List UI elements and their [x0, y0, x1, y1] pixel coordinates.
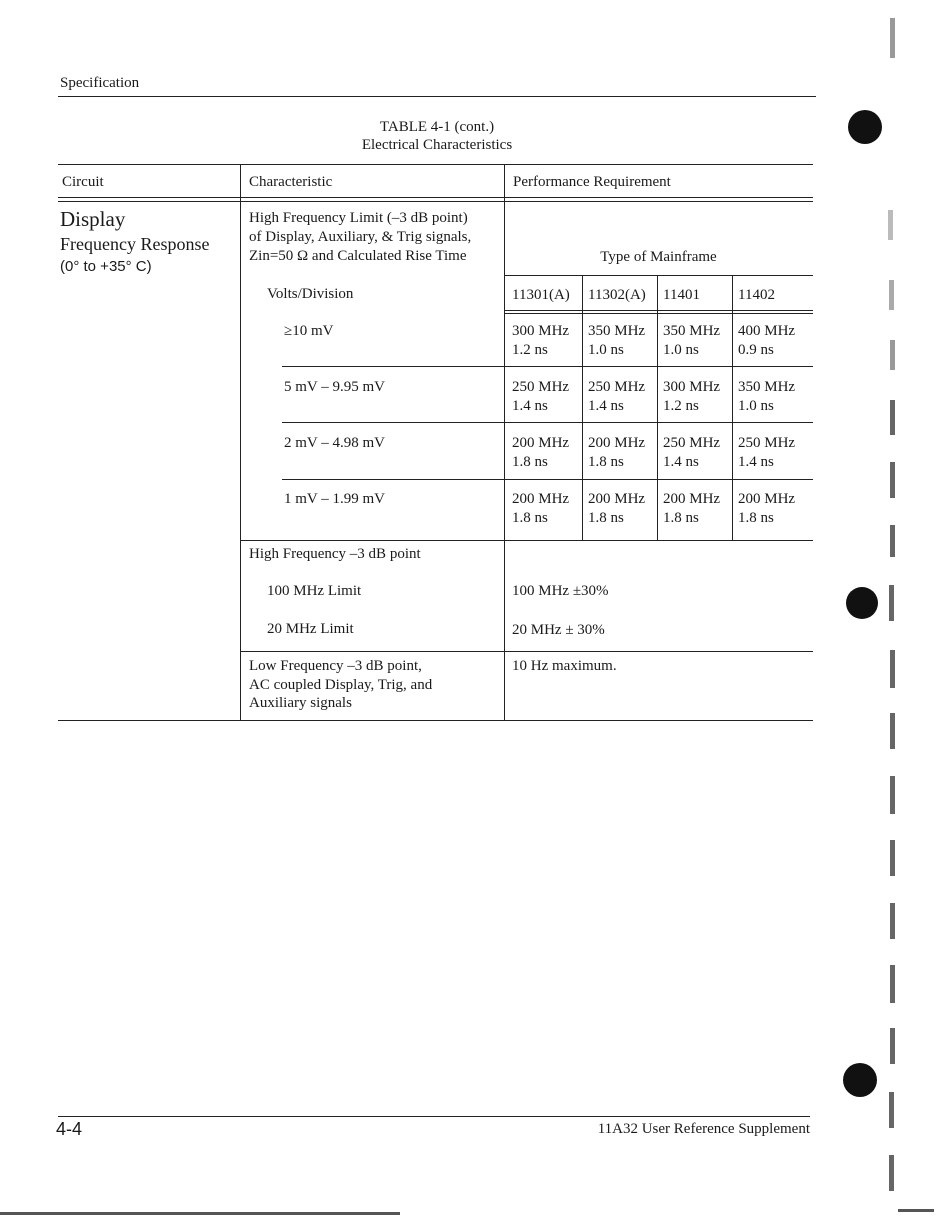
col-header-characteristic: Characteristic: [249, 174, 333, 190]
bandwidth-value: 350 MHz: [738, 379, 796, 395]
mainframe-header: 11302(A): [588, 287, 646, 303]
footer-rule: [58, 1116, 810, 1117]
bandwidth-value: 200 MHz: [738, 491, 796, 507]
bandwidth-value: 200 MHz: [512, 491, 570, 507]
row-rule: [282, 366, 813, 367]
row-rule: [282, 422, 813, 423]
table-subtitle: Electrical Characteristics: [361, 137, 513, 153]
section-rule: [240, 540, 813, 541]
hf-point-item-label: 20 MHz Limit: [267, 621, 354, 637]
bandwidth-value: 250 MHz: [663, 435, 721, 451]
hf-point-item-label: 100 MHz Limit: [267, 583, 362, 599]
lf-point-desc-line: AC coupled Display, Trig, and: [249, 677, 433, 693]
binder-hole: [846, 587, 878, 619]
mainframe-divider: [582, 275, 583, 541]
rise-time-value: 1.8 ns: [512, 454, 548, 470]
scan-mark: [890, 525, 895, 557]
circuit-range: (0° to +35° C): [60, 258, 152, 275]
scan-mark: [889, 280, 894, 310]
binder-hole: [843, 1063, 877, 1097]
bandwidth-value: 350 MHz: [663, 323, 721, 339]
rise-time-value: 1.8 ns: [588, 454, 624, 470]
bandwidth-value: 200 MHz: [512, 435, 570, 451]
rise-time-value: 1.8 ns: [738, 510, 774, 526]
page-number: 4-4: [56, 1119, 83, 1139]
col-header-performance: Performance Requirement: [513, 174, 671, 190]
rise-time-value: 1.0 ns: [663, 342, 699, 358]
volts-range: 5 mV – 9.95 mV: [284, 379, 385, 395]
row-rule: [504, 310, 813, 311]
col-divider-1: [240, 164, 241, 720]
document-title: 11A32 User Reference Supplement: [597, 1121, 810, 1137]
volts-range: ≥10 mV: [284, 323, 334, 339]
volts-division-label: Volts/Division: [267, 286, 354, 302]
lf-point-value: 10 Hz maximum.: [512, 658, 617, 674]
scan-mark: [890, 903, 895, 939]
hf-point-label: High Frequency –3 dB point: [249, 546, 421, 562]
col-header-circuit: Circuit: [62, 174, 104, 190]
lf-point-desc-line: Low Frequency –3 dB point,: [249, 658, 422, 674]
mainframe-divider: [732, 275, 733, 541]
hf-limit-desc-line: Zin=50 Ω and Calculated Rise Time: [249, 248, 467, 264]
scan-mark: [890, 650, 895, 688]
rise-time-value: 0.9 ns: [738, 342, 774, 358]
bandwidth-value: 250 MHz: [512, 379, 570, 395]
rise-time-value: 1.2 ns: [512, 342, 548, 358]
hf-point-item-value: 100 MHz ±30%: [512, 583, 609, 599]
scan-mark: [889, 585, 894, 621]
binder-hole: [848, 110, 882, 144]
hf-point-item-value: 20 MHz ± 30%: [512, 622, 605, 638]
bandwidth-value: 250 MHz: [738, 435, 796, 451]
rise-time-value: 1.2 ns: [663, 398, 699, 414]
scan-mark: [890, 840, 895, 876]
scan-mark: [890, 400, 895, 435]
scan-mark: [890, 776, 895, 814]
scan-mark: [890, 18, 895, 58]
rise-time-value: 1.8 ns: [512, 510, 548, 526]
rise-time-value: 1.4 ns: [512, 398, 548, 414]
rise-time-value: 1.8 ns: [588, 510, 624, 526]
rise-time-value: 1.4 ns: [588, 398, 624, 414]
bandwidth-value: 200 MHz: [588, 491, 646, 507]
hf-limit-desc-line: of Display, Auxiliary, & Trig signals,: [249, 229, 472, 245]
section-rule: [240, 651, 813, 652]
row-rule: [282, 479, 813, 480]
bandwidth-value: 200 MHz: [588, 435, 646, 451]
bandwidth-value: 350 MHz: [588, 323, 646, 339]
scan-mark: [889, 1092, 894, 1128]
table-bottom-rule: [58, 720, 813, 721]
scan-mark: [890, 1028, 895, 1064]
bandwidth-value: 250 MHz: [588, 379, 646, 395]
circuit-title: Display: [60, 207, 126, 231]
section-header: Specification: [60, 75, 140, 91]
header-rule: [58, 96, 816, 97]
mainframe-divider: [657, 275, 658, 541]
scan-edge-mark: [898, 1209, 934, 1212]
rise-time-value: 1.0 ns: [738, 398, 774, 414]
rise-time-value: 1.4 ns: [663, 454, 699, 470]
scan-mark: [890, 340, 895, 370]
hf-limit-desc-line: High Frequency Limit (–3 dB point): [249, 210, 468, 226]
scan-mark: [888, 210, 893, 240]
bandwidth-value: 300 MHz: [663, 379, 721, 395]
row-rule: [504, 313, 813, 314]
header-rule-1: [58, 197, 813, 198]
mainframe-header: 11402: [738, 287, 775, 303]
volts-range: 1 mV – 1.99 mV: [284, 491, 385, 507]
scan-mark: [889, 1155, 894, 1191]
scan-mark: [890, 965, 895, 1003]
lf-point-desc-line: Auxiliary signals: [249, 695, 352, 711]
bandwidth-value: 200 MHz: [663, 491, 721, 507]
mainframe-header: 11401: [663, 287, 700, 303]
mainframe-top-rule: [504, 275, 813, 276]
scan-mark: [890, 713, 895, 749]
volts-range: 2 mV – 4.98 mV: [284, 435, 385, 451]
rise-time-value: 1.4 ns: [738, 454, 774, 470]
scan-edge-mark: [0, 1212, 400, 1215]
mainframe-label: Type of Mainframe: [600, 249, 717, 265]
mainframe-header: 11301(A): [512, 287, 570, 303]
table-title: TABLE 4-1 (cont.): [379, 119, 495, 135]
scan-mark: [890, 462, 895, 498]
circuit-subtitle: Frequency Response: [60, 234, 210, 254]
rise-time-value: 1.8 ns: [663, 510, 699, 526]
header-rule-2: [58, 201, 813, 202]
rise-time-value: 1.0 ns: [588, 342, 624, 358]
table-top-rule: [58, 164, 813, 165]
bandwidth-value: 400 MHz: [738, 323, 796, 339]
bandwidth-value: 300 MHz: [512, 323, 570, 339]
